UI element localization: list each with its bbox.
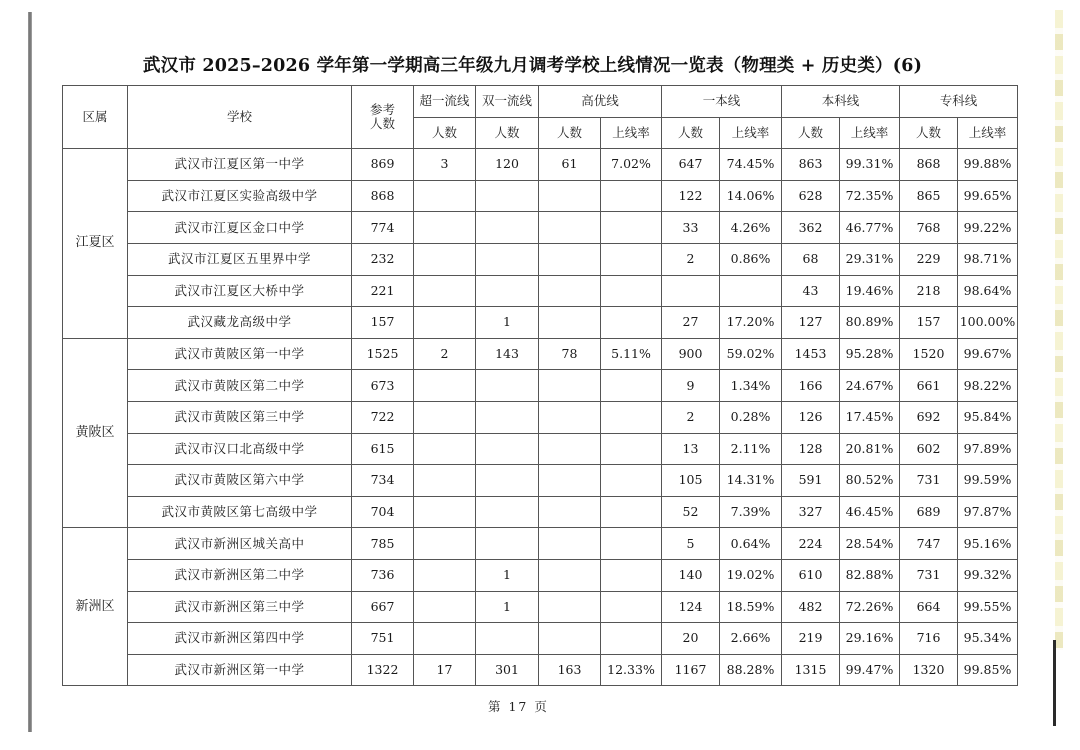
school-name-cell: 武汉市新洲区第四中学	[128, 623, 352, 655]
header-junior-college: 专科线	[900, 86, 1018, 118]
subheader-count: 人数	[539, 117, 601, 149]
high-count-cell	[539, 401, 601, 433]
high-rate-cell: 12.33%	[601, 654, 662, 686]
ug-rate-cell: 82.88%	[840, 559, 900, 591]
tier1-rate-cell: 2.11%	[720, 433, 782, 465]
ug-rate-cell: 29.16%	[840, 623, 900, 655]
district-cell: 黄陂区	[63, 338, 128, 528]
participants-cell: 615	[352, 433, 414, 465]
tier1-count-cell: 647	[662, 149, 720, 181]
tier1-count-cell: 13	[662, 433, 720, 465]
district-cell: 新洲区	[63, 528, 128, 686]
double-first-cell	[476, 401, 539, 433]
table-row	[63, 528, 1018, 560]
tier1-rate-cell: 59.02%	[720, 338, 782, 370]
ug-count-cell: 362	[782, 212, 840, 244]
school-name-cell: 武汉市黄陂区第六中学	[128, 465, 352, 497]
header-district: 区属	[63, 86, 128, 149]
ug-rate-cell: 46.77%	[840, 212, 900, 244]
ug-count-cell: 43	[782, 275, 840, 307]
jc-count-cell: 1320	[900, 654, 958, 686]
high-count-cell	[539, 433, 601, 465]
jc-count-cell: 731	[900, 559, 958, 591]
tier1-rate-cell: 0.28%	[720, 401, 782, 433]
double-first-cell	[476, 275, 539, 307]
tier1-rate-cell: 17.20%	[720, 307, 782, 339]
header-participants-line2: 人数	[369, 116, 395, 132]
subheader-count: 人数	[782, 117, 840, 149]
table-row	[63, 212, 1018, 244]
ug-count-cell: 863	[782, 149, 840, 181]
subheader-rate: 上线率	[840, 117, 900, 149]
high-count-cell: 61	[539, 149, 601, 181]
high-count-cell	[539, 370, 601, 402]
high-count-cell	[539, 307, 601, 339]
jc-count-cell: 661	[900, 370, 958, 402]
school-name-cell: 武汉市新洲区第二中学	[128, 559, 352, 591]
tier1-count-cell: 124	[662, 591, 720, 623]
participants-cell: 232	[352, 243, 414, 275]
document-title: 武汉市 2025–2026 学年第一学期高三年级九月调考学校上线情况一览表（物理类 + 历史类）(6)	[142, 56, 923, 76]
super-first-cell: 17	[414, 654, 476, 686]
double-first-cell: 143	[476, 338, 539, 370]
school-name-cell: 武汉市黄陂区第一中学	[128, 338, 352, 370]
tier1-rate-cell: 7.39%	[720, 496, 782, 528]
ug-count-cell: 1453	[782, 338, 840, 370]
high-rate-cell	[601, 243, 662, 275]
ug-count-cell: 482	[782, 591, 840, 623]
results-table	[62, 85, 1018, 686]
ug-rate-cell: 95.28%	[840, 338, 900, 370]
ug-rate-cell: 99.31%	[840, 149, 900, 181]
school-name-cell: 武汉市江夏区五里界中学	[128, 243, 352, 275]
subheader-rate: 上线率	[601, 117, 662, 149]
jc-count-cell: 768	[900, 212, 958, 244]
ug-rate-cell: 24.67%	[840, 370, 900, 402]
high-count-cell	[539, 212, 601, 244]
tier1-count-cell: 27	[662, 307, 720, 339]
tier1-rate-cell: 2.66%	[720, 623, 782, 655]
high-count-cell: 163	[539, 654, 601, 686]
school-name-cell: 武汉市黄陂区第三中学	[128, 401, 352, 433]
subheader-count: 人数	[414, 117, 476, 149]
tier1-rate-cell: 14.06%	[720, 180, 782, 212]
tier1-count-cell: 20	[662, 623, 720, 655]
double-first-cell: 1	[476, 559, 539, 591]
school-name-cell: 武汉市江夏区金口中学	[128, 212, 352, 244]
table-body	[63, 149, 1018, 686]
table-row	[63, 243, 1018, 275]
subheader-rate: 上线率	[958, 117, 1018, 149]
jc-rate-cell: 98.71%	[958, 243, 1018, 275]
tier1-count-cell: 2	[662, 401, 720, 433]
ug-rate-cell: 29.31%	[840, 243, 900, 275]
page-edge-bar	[1053, 640, 1056, 726]
participants-cell: 734	[352, 465, 414, 497]
school-name-cell: 武汉市江夏区第一中学	[128, 149, 352, 181]
tier1-count-cell: 2	[662, 243, 720, 275]
jc-rate-cell: 99.55%	[958, 591, 1018, 623]
double-first-cell: 1	[476, 591, 539, 623]
tier1-rate-cell: 74.45%	[720, 149, 782, 181]
table-row	[63, 465, 1018, 497]
jc-count-cell: 731	[900, 465, 958, 497]
ug-count-cell: 224	[782, 528, 840, 560]
tier1-rate-cell: 0.86%	[720, 243, 782, 275]
super-first-cell	[414, 559, 476, 591]
school-name-cell: 武汉市汉口北高级中学	[128, 433, 352, 465]
ug-rate-cell: 19.46%	[840, 275, 900, 307]
high-count-cell	[539, 496, 601, 528]
participants-cell: 869	[352, 149, 414, 181]
jc-rate-cell: 99.85%	[958, 654, 1018, 686]
high-rate-cell	[601, 401, 662, 433]
participants-cell: 774	[352, 212, 414, 244]
participants-cell: 221	[352, 275, 414, 307]
high-rate-cell	[601, 591, 662, 623]
ug-rate-cell: 72.26%	[840, 591, 900, 623]
tier1-count-cell: 122	[662, 180, 720, 212]
jc-rate-cell: 95.16%	[958, 528, 1018, 560]
jc-count-cell: 747	[900, 528, 958, 560]
jc-count-cell: 692	[900, 401, 958, 433]
tier1-count-cell: 900	[662, 338, 720, 370]
header-double-first: 双一流线	[476, 86, 539, 118]
jc-count-cell: 157	[900, 307, 958, 339]
table-row	[63, 275, 1018, 307]
participants-cell: 736	[352, 559, 414, 591]
high-count-cell	[539, 275, 601, 307]
high-rate-cell	[601, 370, 662, 402]
super-first-cell	[414, 243, 476, 275]
tier1-rate-cell: 19.02%	[720, 559, 782, 591]
high-count-cell: 78	[539, 338, 601, 370]
header-super-first: 超一流线	[414, 86, 476, 118]
jc-rate-cell: 100.00%	[958, 307, 1018, 339]
tier1-rate-cell	[720, 275, 782, 307]
high-rate-cell	[601, 433, 662, 465]
jc-count-cell: 218	[900, 275, 958, 307]
table-row	[63, 307, 1018, 339]
jc-rate-cell: 99.22%	[958, 212, 1018, 244]
jc-count-cell: 868	[900, 149, 958, 181]
table-row	[63, 433, 1018, 465]
high-rate-cell: 5.11%	[601, 338, 662, 370]
participants-cell: 157	[352, 307, 414, 339]
high-count-cell	[539, 559, 601, 591]
super-first-cell	[414, 370, 476, 402]
participants-cell: 667	[352, 591, 414, 623]
school-name-cell: 武汉市江夏区实验高级中学	[128, 180, 352, 212]
ug-count-cell: 68	[782, 243, 840, 275]
ug-rate-cell: 28.54%	[840, 528, 900, 560]
high-rate-cell: 7.02%	[601, 149, 662, 181]
ug-count-cell: 1315	[782, 654, 840, 686]
ug-count-cell: 166	[782, 370, 840, 402]
tier1-rate-cell: 14.31%	[720, 465, 782, 497]
ug-rate-cell: 80.52%	[840, 465, 900, 497]
ug-count-cell: 219	[782, 623, 840, 655]
jc-count-cell: 602	[900, 433, 958, 465]
header-school: 学校	[128, 86, 352, 149]
table-row	[63, 496, 1018, 528]
page-number: 第 17 页	[488, 699, 549, 714]
super-first-cell: 3	[414, 149, 476, 181]
tier1-count-cell: 1167	[662, 654, 720, 686]
jc-count-cell: 865	[900, 180, 958, 212]
super-first-cell	[414, 401, 476, 433]
tier1-count-cell: 105	[662, 465, 720, 497]
ug-rate-cell: 72.35%	[840, 180, 900, 212]
super-first-cell	[414, 528, 476, 560]
high-rate-cell	[601, 496, 662, 528]
participants-cell: 704	[352, 496, 414, 528]
table-row	[63, 338, 1018, 370]
high-count-cell	[539, 180, 601, 212]
jc-count-cell: 664	[900, 591, 958, 623]
jc-count-cell: 229	[900, 243, 958, 275]
subheader-rate: 上线率	[720, 117, 782, 149]
high-rate-cell	[601, 623, 662, 655]
school-name-cell: 武汉藏龙高级中学	[128, 307, 352, 339]
ug-rate-cell: 99.47%	[840, 654, 900, 686]
participants-cell: 868	[352, 180, 414, 212]
jc-rate-cell: 99.32%	[958, 559, 1018, 591]
tier1-count-cell: 140	[662, 559, 720, 591]
double-first-cell: 1	[476, 307, 539, 339]
binding-margin-line	[28, 12, 32, 732]
ug-count-cell: 128	[782, 433, 840, 465]
high-rate-cell	[601, 559, 662, 591]
table-row	[63, 401, 1018, 433]
high-rate-cell	[601, 180, 662, 212]
double-first-cell	[476, 528, 539, 560]
tier1-count-cell: 33	[662, 212, 720, 244]
ug-count-cell: 127	[782, 307, 840, 339]
double-first-cell	[476, 623, 539, 655]
participants-cell: 673	[352, 370, 414, 402]
header-participants	[352, 86, 414, 149]
high-rate-cell	[601, 465, 662, 497]
table-row	[63, 370, 1018, 402]
jc-rate-cell: 95.34%	[958, 623, 1018, 655]
jc-rate-cell: 99.67%	[958, 338, 1018, 370]
school-name-cell: 武汉市黄陂区第二中学	[128, 370, 352, 402]
jc-rate-cell: 95.84%	[958, 401, 1018, 433]
header-high-excellent: 高优线	[539, 86, 662, 118]
jc-rate-cell: 97.87%	[958, 496, 1018, 528]
ug-count-cell: 628	[782, 180, 840, 212]
double-first-cell: 301	[476, 654, 539, 686]
double-first-cell	[476, 180, 539, 212]
ug-count-cell: 327	[782, 496, 840, 528]
double-first-cell	[476, 370, 539, 402]
jc-rate-cell: 97.89%	[958, 433, 1018, 465]
tier1-rate-cell: 88.28%	[720, 654, 782, 686]
jc-rate-cell: 99.65%	[958, 180, 1018, 212]
super-first-cell: 2	[414, 338, 476, 370]
ug-count-cell: 126	[782, 401, 840, 433]
high-count-cell	[539, 591, 601, 623]
tier1-rate-cell: 0.64%	[720, 528, 782, 560]
super-first-cell	[414, 212, 476, 244]
tier1-count-cell: 5	[662, 528, 720, 560]
subheader-count: 人数	[662, 117, 720, 149]
participants-cell: 1525	[352, 338, 414, 370]
header-participants-line1: 参考	[369, 102, 395, 118]
table-row	[63, 180, 1018, 212]
school-name-cell: 武汉市江夏区大桥中学	[128, 275, 352, 307]
header-tier-one: 一本线	[662, 86, 782, 118]
high-rate-cell	[601, 275, 662, 307]
super-first-cell	[414, 591, 476, 623]
high-rate-cell	[601, 528, 662, 560]
table-row	[63, 559, 1018, 591]
double-first-cell	[476, 243, 539, 275]
header-undergrad: 本科线	[782, 86, 900, 118]
tier1-rate-cell: 18.59%	[720, 591, 782, 623]
table-row	[63, 149, 1018, 181]
super-first-cell	[414, 180, 476, 212]
ug-count-cell: 610	[782, 559, 840, 591]
tier1-count-cell	[662, 275, 720, 307]
super-first-cell	[414, 465, 476, 497]
double-first-cell	[476, 465, 539, 497]
district-cell: 江夏区	[63, 149, 128, 339]
participants-cell: 1322	[352, 654, 414, 686]
table-row	[63, 591, 1018, 623]
school-name-cell: 武汉市黄陂区第七高级中学	[128, 496, 352, 528]
high-rate-cell	[601, 307, 662, 339]
jc-count-cell: 716	[900, 623, 958, 655]
ug-rate-cell: 20.81%	[840, 433, 900, 465]
school-name-cell: 武汉市新洲区第三中学	[128, 591, 352, 623]
jc-rate-cell: 99.88%	[958, 149, 1018, 181]
ug-rate-cell: 46.45%	[840, 496, 900, 528]
page-edge-strip	[1055, 10, 1063, 650]
super-first-cell	[414, 275, 476, 307]
super-first-cell	[414, 496, 476, 528]
ug-rate-cell: 80.89%	[840, 307, 900, 339]
high-count-cell	[539, 243, 601, 275]
jc-rate-cell: 99.59%	[958, 465, 1018, 497]
table-row	[63, 623, 1018, 655]
participants-cell: 751	[352, 623, 414, 655]
school-name-cell: 武汉市新洲区城关高中	[128, 528, 352, 560]
tier1-rate-cell: 4.26%	[720, 212, 782, 244]
ug-count-cell: 591	[782, 465, 840, 497]
super-first-cell	[414, 433, 476, 465]
tier1-count-cell: 9	[662, 370, 720, 402]
table-row	[63, 654, 1018, 686]
super-first-cell	[414, 623, 476, 655]
school-name-cell: 武汉市新洲区第一中学	[128, 654, 352, 686]
double-first-cell	[476, 496, 539, 528]
jc-rate-cell: 98.22%	[958, 370, 1018, 402]
high-count-cell	[539, 623, 601, 655]
high-count-cell	[539, 528, 601, 560]
high-count-cell	[539, 465, 601, 497]
jc-count-cell: 1520	[900, 338, 958, 370]
ug-rate-cell: 17.45%	[840, 401, 900, 433]
double-first-cell: 120	[476, 149, 539, 181]
super-first-cell	[414, 307, 476, 339]
double-first-cell	[476, 433, 539, 465]
participants-cell: 722	[352, 401, 414, 433]
tier1-rate-cell: 1.34%	[720, 370, 782, 402]
subheader-count: 人数	[900, 117, 958, 149]
double-first-cell	[476, 212, 539, 244]
tier1-count-cell: 52	[662, 496, 720, 528]
subheader-count: 人数	[476, 117, 539, 149]
participants-cell: 785	[352, 528, 414, 560]
jc-rate-cell: 98.64%	[958, 275, 1018, 307]
high-rate-cell	[601, 212, 662, 244]
jc-count-cell: 689	[900, 496, 958, 528]
